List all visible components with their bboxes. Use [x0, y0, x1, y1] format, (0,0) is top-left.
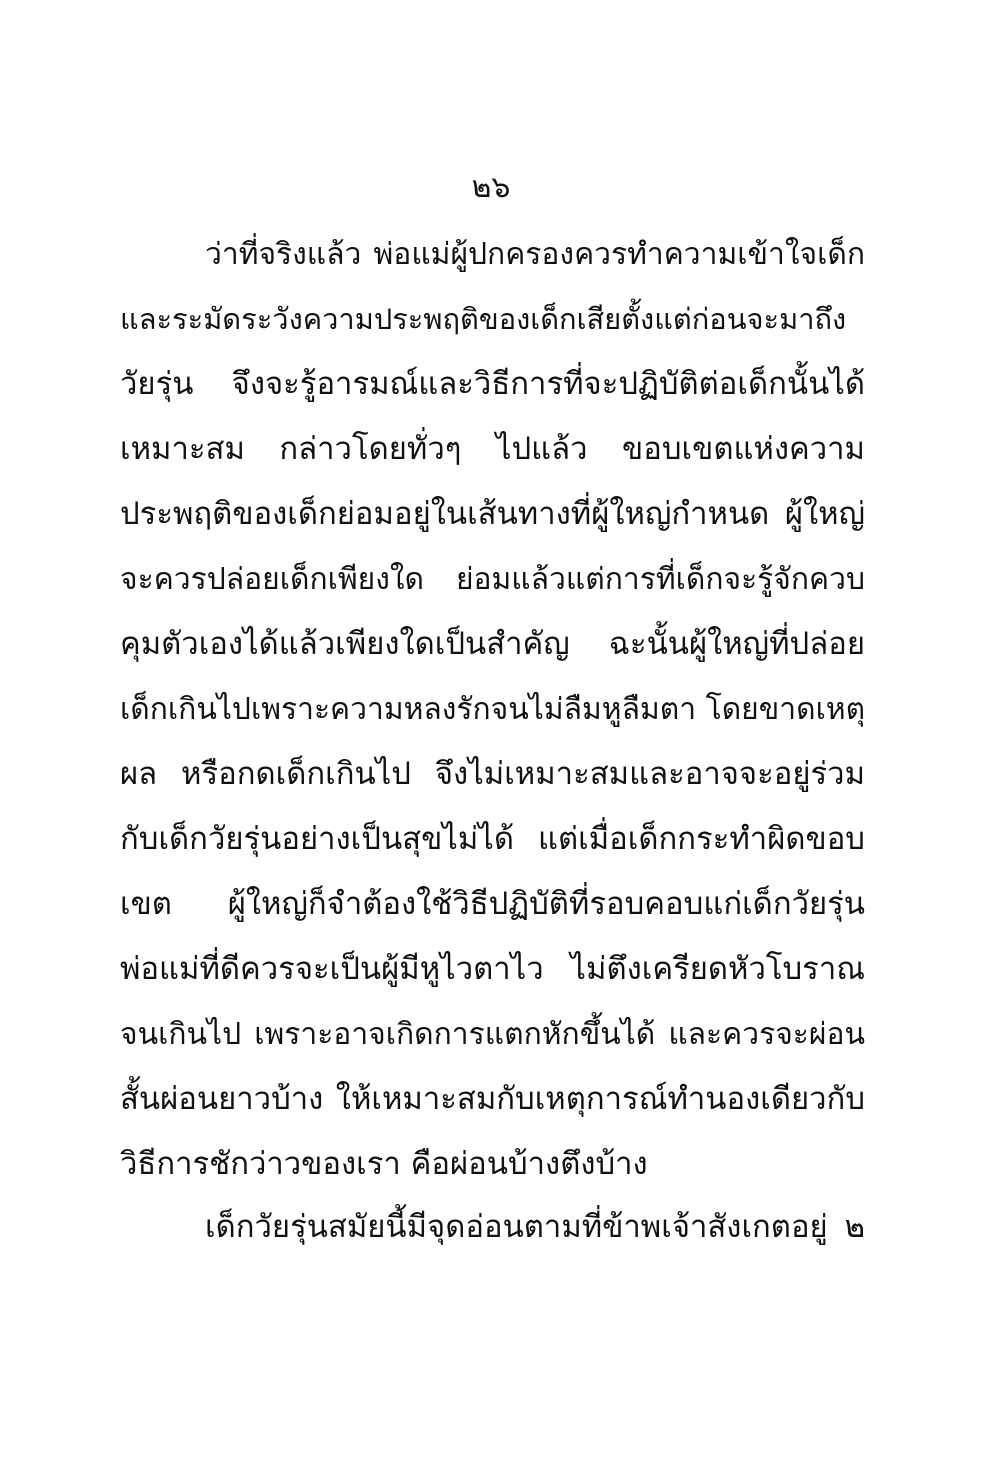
- text-line: สั้นผ่อนยาวบ้าง ให้เหมาะสมกับเหตุการณ์ทำนองเดียวกับ: [120, 1081, 865, 1117]
- text-line: วิธีการชักว่าวของเรา คือผ่อนบ้างตึงบ้าง: [120, 1146, 648, 1182]
- text-line: ประพฤติของเด็กย่อมอยู่ในเส้นทางที่ผู้ใหญ่กำหนด ผู้ใหญ่: [120, 496, 865, 532]
- signature-mark: ๒: [844, 1209, 865, 1245]
- text-line: เหมาะสม กล่าวโดยทั่วๆ ไปแล้ว ขอบเขตแห่งความ: [120, 431, 865, 467]
- text-line: และระมัดระวังความประพฤติของเด็กเสียตั้งแต่ก่อนจะมาถึง: [120, 302, 847, 336]
- text-line: จนเกินไป เพราะอาจเกิดการแตกหักขึ้นได้ และควรจะผ่อน: [120, 1017, 865, 1052]
- text-line: วัยรุ่น จึงจะรู้อารมณ์และวิธีการที่จะปฏิบัติต่อเด็กนั้นได้: [120, 366, 865, 402]
- text-line: ว่าที่จริงแล้ว พ่อแม่ผู้ปกครองควรทำความเข้าใจเด็ก: [205, 237, 865, 272]
- page-number: ๒๖: [471, 170, 511, 205]
- next-paragraph-line: [120, 1195, 865, 1260]
- catchword-text: เด็กวัยรุ่นสมัยนี้มีจุดอ่อนตามที่ข้าพเจ้าสังเกตอยู่: [205, 1209, 828, 1245]
- text-line: ผล หรือกดเด็กเกินไป จึงไม่เหมาะสมและอาจจะอยู่ร่วม: [120, 756, 865, 792]
- text-line: เด็กเกินไปเพราะความหลงรักจนไม่ลืมหูลืมตา โดยขาดเหตุ: [120, 692, 865, 727]
- text-line: กับเด็กวัยรุ่นอย่างเป็นสุขไม่ได้ แต่เมื่อเด็กกระทำผิดขอบ: [120, 821, 865, 857]
- text-line: เขต ผู้ใหญ่ก็จำต้องใช้วิธีปฏิบัติที่รอบคอบแก่เด็กวัยรุ่น: [120, 886, 865, 922]
- text-line: คุมตัวเองได้แล้วเพียงใดเป็นสำคัญ ฉะนั้นผู้ใหญ่ที่ปล่อย: [120, 626, 865, 662]
- text-line: จะควรปล่อยเด็กเพียงใด ย่อมแล้วแต่การที่เด็กจะรู้จักควบ: [120, 562, 865, 597]
- body-paragraph: [120, 222, 865, 1197]
- text-line: พ่อแม่ที่ดีควรจะเป็นผู้มีหูไวตาไว ไม่ตึงเครียดหัวโบราณ: [120, 951, 865, 987]
